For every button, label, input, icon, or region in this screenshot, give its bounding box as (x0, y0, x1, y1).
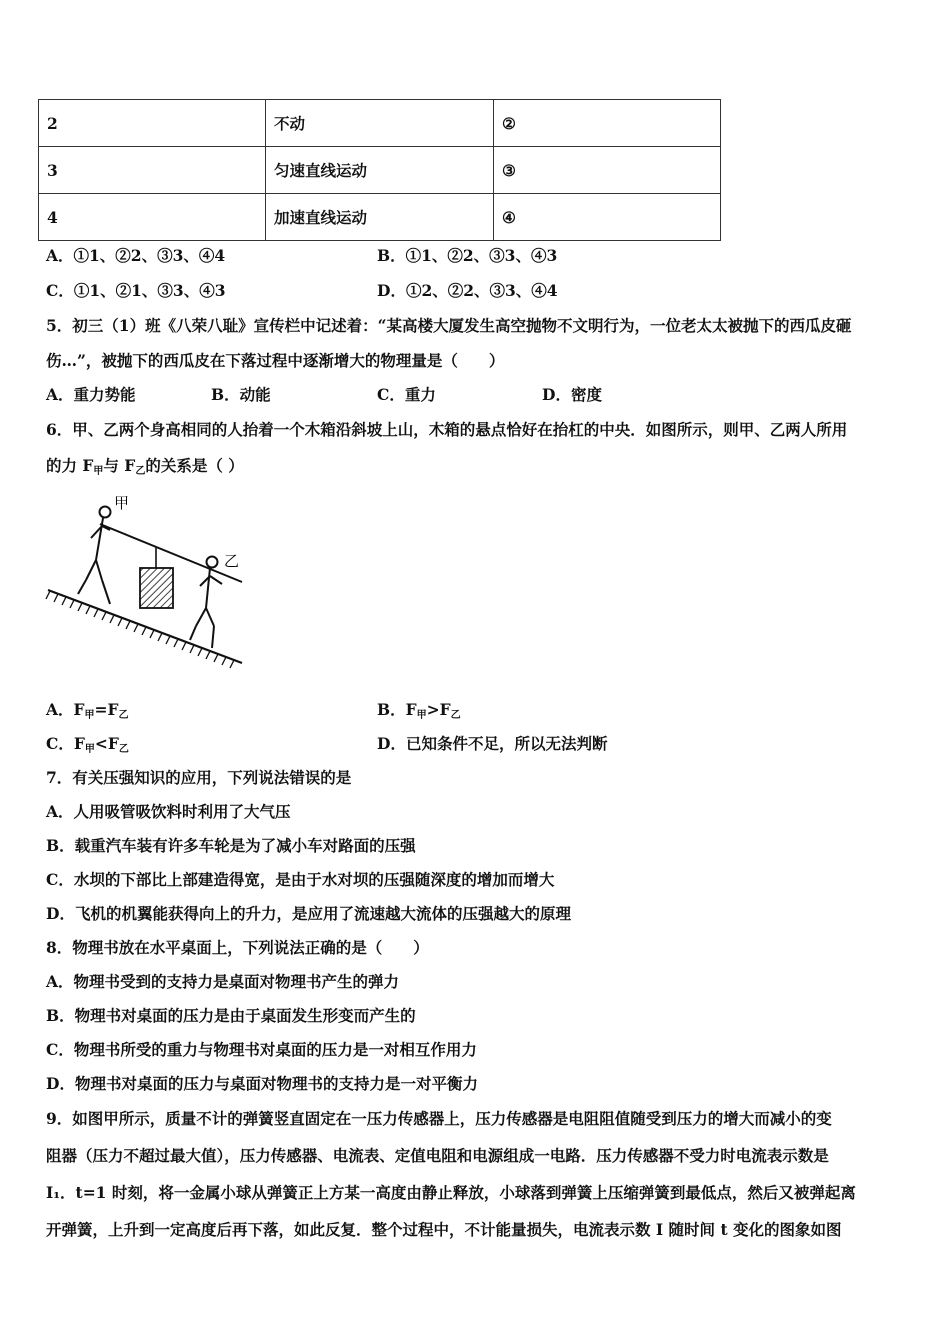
q4-option-b: B．①1、②2、③3、④3 (377, 246, 558, 265)
q5-option-c: C．重力 (377, 385, 436, 404)
q8-option-c: C．物理书所受的重力与物理书对桌面的压力是一对相互作用力 (46, 1040, 477, 1059)
q7-option-c: C．水坝的下部比上部建造得宽，是由于水对坝的压强随深度的增加而增大 (46, 870, 555, 889)
q8-stem: 8．物理书放在水平桌面上，下列说法正确的是（ ） (46, 938, 429, 957)
table-cell: 2 (39, 100, 266, 147)
q6-option-a: A．F甲=F乙 (46, 700, 129, 721)
q7-stem: 7．有关压强知识的应用，下列说法错误的是 (46, 768, 352, 787)
q6-option-c: C．F甲<F乙 (46, 734, 129, 755)
q7-option-b: B．载重汽车装有许多车轮是为了减小车对路面的压强 (46, 836, 416, 855)
person-yi (190, 557, 222, 649)
table-row (39, 194, 721, 241)
q5-option-a: A．重力势能 (46, 385, 136, 404)
q7-option-d: D．飞机的机翼能获得向上的升力，是应用了流速越大流体的压强越大的原理 (46, 904, 571, 923)
q4-option-d: D．①2、②2、③3、④4 (377, 281, 558, 300)
q9-stem-line2: 阻器（压力不超过最大值），压力传感器、电流表、定值电阻和电源组成一电路．压力传感器不受力时电流表示数是 (46, 1146, 829, 1165)
table-cell: 3 (39, 147, 266, 194)
q6-option-b: B．F甲>F乙 (377, 700, 461, 721)
q5-option-d: D．密度 (542, 385, 602, 404)
q6-stem-line2: 的力 F甲与 F乙的关系是（ ） (46, 456, 244, 477)
table-cell: ③ (494, 147, 721, 194)
q5-stem-line2: 伤…”，被抛下的西瓜皮在下落过程中逐渐增大的物理量是（ ） (46, 351, 505, 370)
table-row (39, 100, 721, 147)
q5-stem-line1: 5．初三（1）班《八荣八耻》宣传栏中记述着：“某高楼大厦发生高空抛物不文明行为，一位老太太被抛下的西瓜皮砸 (46, 316, 852, 335)
slope-carrying-figure (44, 490, 254, 675)
table-cell: 不动 (266, 100, 494, 147)
q8-option-b: B．物理书对桌面的压力是由于桌面发生形变而产生的 (46, 1006, 416, 1025)
q9-stem-line1: 9．如图甲所示，质量不计的弹簧竖直固定在一压力传感器上，压力传感器是电阻阻值随受到压力的增大而减小的变 (46, 1109, 832, 1128)
wooden-box (140, 568, 173, 608)
person-jia (78, 507, 111, 605)
figure-label-yi: 乙 (224, 552, 240, 570)
table-row (39, 147, 721, 194)
q8-option-d: D．物理书对桌面的压力与桌面对物理书的支持力是一对平衡力 (46, 1074, 478, 1093)
q6-stem-line1: 6．甲、乙两个身高相同的人抬着一个木箱沿斜坡上山，木箱的悬点恰好在抬杠的中央．如图所示，则甲、乙两人所用 (46, 420, 848, 439)
table-cell: ④ (494, 194, 721, 241)
q5-option-b: B．动能 (211, 385, 271, 404)
q6-option-d: D．已知条件不足，所以无法判断 (377, 734, 608, 753)
q7-option-a: A．人用吸管吸饮料时利用了大气压 (46, 802, 291, 821)
answer-table (38, 99, 721, 241)
figure-label-jia: 甲 (114, 494, 130, 512)
table-cell: 匀速直线运动 (266, 147, 494, 194)
q4-option-c: C．①1、②1、③3、④3 (46, 281, 226, 300)
q8-option-a: A．物理书受到的支持力是桌面对物理书产生的弹力 (46, 972, 400, 991)
table-cell: 4 (39, 194, 266, 241)
table-cell: ② (494, 100, 721, 147)
q4-option-a: A．①1、②2、③3、④4 (46, 246, 226, 265)
q9-stem-line3: I₁．t=1 时刻，将一金属小球从弹簧正上方某一高度由静止释放，小球落到弹簧上压缩弹簧到最低点，然后又被弹起离 (46, 1183, 856, 1202)
table-cell: 加速直线运动 (266, 194, 494, 241)
q9-stem-line4: 开弹簧，上升到一定高度后再下落，如此反复．整个过程中，不计能量损失，电流表示数 I 随时间 t 变化的图象如图 (46, 1220, 842, 1239)
